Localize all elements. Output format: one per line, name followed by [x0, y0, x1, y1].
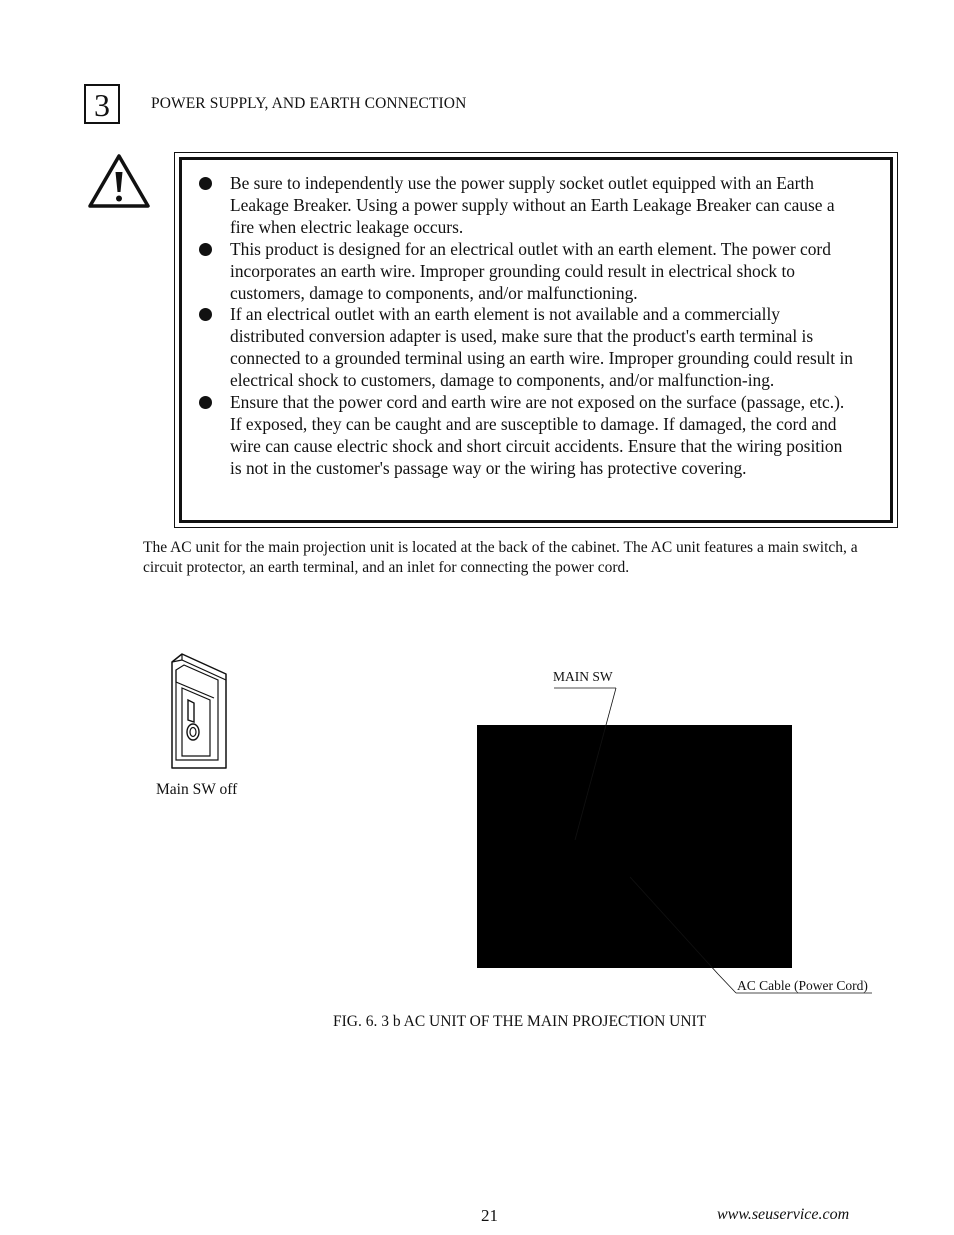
ac-unit-description: The AC unit for the main projection unit is located at the back of the cabinet. The AC unit features a main switch, a circuit protector, an earth terminal, and an inlet for connecting the power cord.	[143, 539, 858, 576]
warning-list	[182, 160, 890, 480]
figure-caption: FIG. 6. 3 b AC UNIT OF THE MAIN PROJECTION UNIT	[333, 1013, 707, 1030]
switch-off-label: Main SW off	[156, 781, 238, 798]
section-title: POWER SUPPLY, AND EARTH CONNECTION	[151, 95, 467, 112]
warning-item-cord-exposure: Ensure that the power cord and earth wire are not exposed on the surface (passage, etc.). If exposed, they can be caught and are susceptible to damage. If damaged, the cord and wire can cause electric shock and short circuit accidents. Ensure that the wiring position is not in the customer's passage way or the wiring has protective covering.	[230, 392, 854, 480]
warning-item-earth-element: This product is designed for an electrical outlet with an earth element. The power cord incorporates an earth wire. Improper grounding could result in electrical shock to customers, damage to components, and/or malfunctioning.	[230, 239, 854, 305]
warning-item-leakage-breaker: Be sure to independently use the power supply socket outlet equipped with an Earth Leakage Breaker. Using a power supply without an Earth Leakage Breaker can cause a fire when electric leakage occurs.	[230, 173, 854, 239]
section-number: 3	[84, 84, 120, 124]
ac-cable-callout: AC Cable (Power Cord)	[737, 978, 868, 993]
page-number: 21	[481, 1206, 498, 1225]
main-sw-callout: MAIN SW	[553, 669, 613, 684]
warning-triangle-icon	[86, 152, 152, 210]
main-switch-off-icon	[166, 652, 230, 772]
warning-box	[174, 152, 898, 528]
warning-item-conversion-adapter: If an electrical outlet with an earth element is not available and a commercially distributed conversion adapter is used, make sure that the product's earth terminal is connected to a grounded terminal using an earth wire. Improper grounding could result in electrical shock to customers, damage to components, and/or malfunction-ing.	[230, 304, 853, 391]
website-link[interactable]: www.seuservice.com	[717, 1206, 850, 1223]
callout-leader-lines	[540, 670, 880, 1000]
